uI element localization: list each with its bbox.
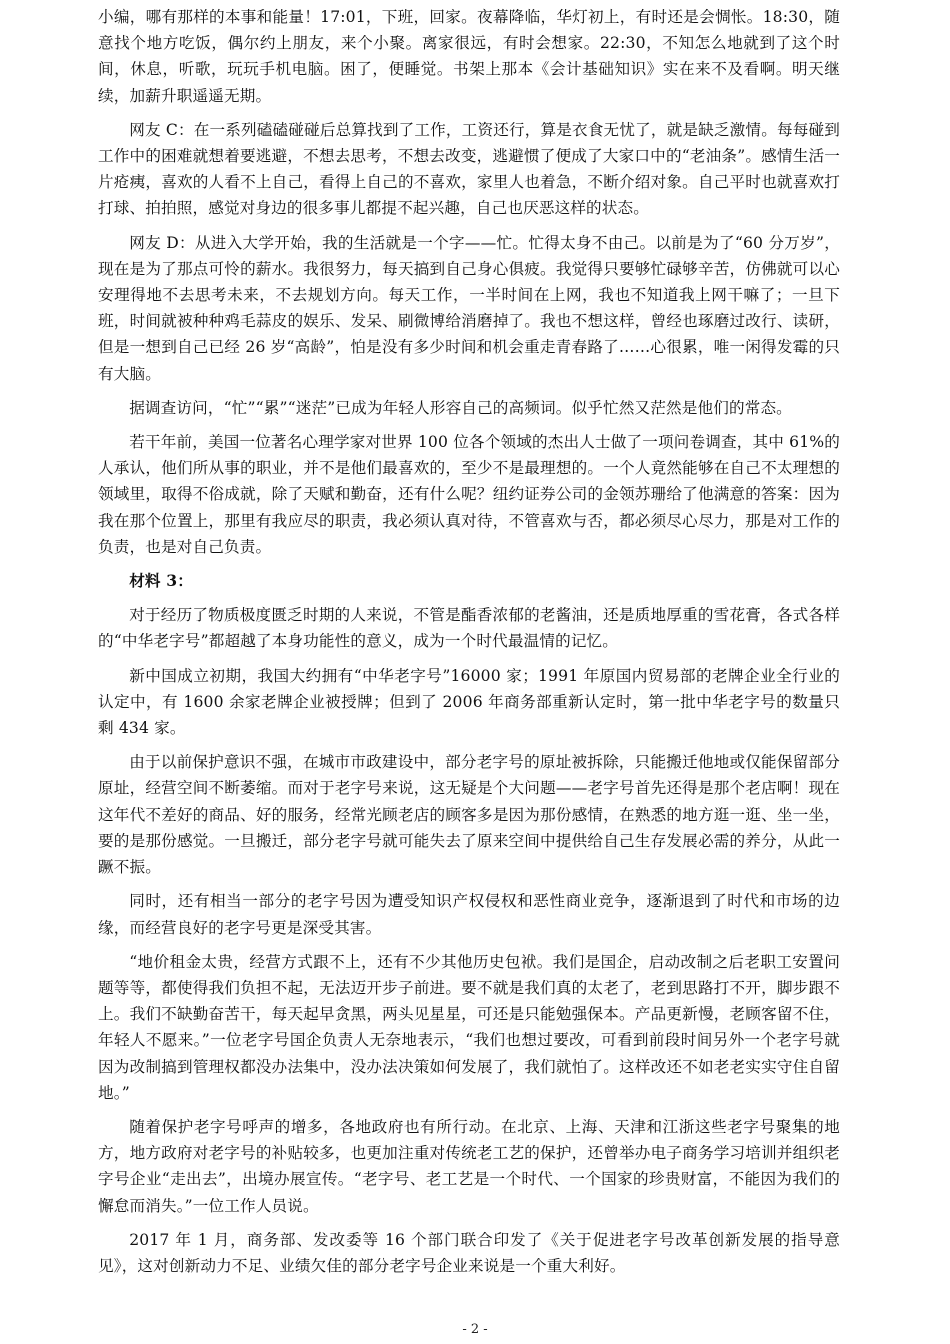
- page-number: - 2 -: [462, 1322, 488, 1337]
- paragraph-survey: 据调查访问，“忙”“累”“迷茫”已成为年轻人形容自己的高频词。似乎忙然又茫然是他们的常态。: [129, 398, 792, 417]
- paragraph-quote-manager: “地价租金太贵，经营方式跟不上，还有不少其他历史包袱。我们是国企，启动改制之后老职工安置问题等等，都使得我们负担不起，无法迈开步子前进。要不就是我们真的太老了，老到思路打不开，脚步跟不上。我们不缺勤奋苦干，每天起早贪黑，两头见星星，可还是只能勉强保本。产品更新慢，老顾客留不住，年轻人不愿来。”一位老字号国企负责人无奈地表示，“我们也想过要改，可看到前段时间另外一个老字号就因为改制搞到管理权都没办法集中，没办法决策如何发展了，我们就怕了。这样改还不如老老实实守住自留地。”: [98, 952, 840, 1102]
- paragraph-policy: 2017 年 1 月，商务部、发改委等 16 个部门联合印发了《关于促进老字号改革创新发展的指导意见》，这对创新动力不足、业绩欠佳的部分老字号企业来说是一个重大利好。: [98, 1230, 840, 1275]
- document-body: [98, 4, 840, 1287]
- paragraph-continuation: 小编，哪有那样的本事和能量！17:01，下班，回家。夜幕降临，华灯初上，有时还是会惆怅。18:30，随意找个地方吃饭，偶尔约上朋友，来个小聚。离家很远，有时会想家。22:30，不知怎么地就到了这个时间，休息，听歌，玩玩手机电脑。困了，便睡觉。书架上那本《会计基础知识》实在来不及看啊。明天继续，加薪升职遥遥无期。: [98, 8, 840, 105]
- paragraph-infringement: 同时，还有相当一部分的老字号因为遭受知识产权侵权和恶性商业竞争，逐渐退到了时代和市场的边缘，而经营良好的老字号更是深受其害。: [98, 892, 840, 937]
- paragraph-psychologist: 若干年前，美国一位著名心理学家对世界 100 位各个领域的杰出人士做了一项问卷调查，其中 61%的人承认，他们所从事的职业，并不是他们最喜欢的，至少不是最理想的。一个人竟然能够在自己不太理想的领域里，取得不俗成就，除了天赋和勤奋，还有什么呢？纽约证券公司的金领苏珊给了他满意的答案：因为我在那个位置上，那里有我应尽的职责，我必须认真对待，不管喜欢与否，都必须尽心尽力，那是对工作的负责，也是对自己负责。: [98, 433, 840, 556]
- paragraph-memory: 对于经历了物质极度匮乏时期的人来说，不管是酯香浓郁的老酱油，还是质地厚重的雪花膏，各式各样的“中华老字号”都超越了本身功能性的意义，成为一个时代最温情的记忆。: [98, 606, 840, 651]
- paragraph-netizen-d: 网友 D：从进入大学开始，我的生活就是一个字——忙。忙得太身不由己。以前是为了“60 分万岁”，现在是为了那点可怜的薪水。我很努力，每天搞到自己身心俱疲。我觉得只要够忙碌够辛苦，仿佛就可以心安理得地不去思考未来，不去规划方向。每天工作，一半时间在上网，我也不知道我上网干嘛了；一旦下班，时间就被种种鸡毛蒜皮的娱乐、发呆、刷微博给消磨掉了。我也不想这样，曾经也琢磨过改行、读研，但是一想到自己已经 26 岁“高龄”，怕是没有多少时间和机会重走青春路了……心很累，唯一闲得发霉的只有大脑。: [98, 233, 840, 383]
- paragraph-government: 随着保护老字号呼声的增多，各地政府也有所行动。在北京、上海、天津和江浙这些老字号聚集的地方，地方政府对老字号的补贴较多，也更加注重对传统老工艺的保护，还曾举办电子商务学习培训并组织老字号企业“走出去”，出境办展宣传。“老字号、老工艺是一个时代、一个国家的珍贵财富，不能因为我们的懈怠而消失。”一位工作人员说。: [98, 1117, 840, 1215]
- paragraph-statistics: 新中国成立初期，我国大约拥有“中华老字号”16000 家；1991 年原国内贸易部的老牌企业全行业的认定中，有 1600 余家老牌企业被授牌；但到了 2006 年商务部重新认定时，第一批中华老字号的数量只剩 434 家。: [98, 666, 840, 738]
- paragraph-netizen-c: 网友 C：在一系列磕磕碰碰后总算找到了工作，工资还行，算是衣食无忧了，就是缺乏激情。每每碰到工作中的困难就想着要逃避，不想去思考，不想去改变，逃避惯了便成了大家口中的“老油条”。感情生活一片疮痍，喜欢的人看不上自己，看得上自己的不喜欢，家里人也着急，不断介绍对象。自己平时也就喜欢打打球、拍拍照，感觉对身边的很多事儿都提不起兴趣，自己也厌恶这样的状态。: [98, 120, 840, 218]
- section-heading-material-3: 材料 3：: [129, 571, 193, 591]
- paragraph-relocation: 由于以前保护意识不强，在城市市政建设中，部分老字号的原址被拆除，只能搬迁他地或仅能保留部分原址，经营空间不断萎缩。而对于老字号来说，这无疑是个大问题——老字号首先还得是那个老店啊！现在这年代不差好的商品、好的服务，经常光顾老店的顾客多是因为那份感情，在熟悉的地方逛一逛、坐一坐，要的是那份感觉。一旦搬迁，部分老字号就可能失去了原来空间中提供给自己生存发展必需的养分，从此一蹶不振。: [98, 753, 840, 877]
